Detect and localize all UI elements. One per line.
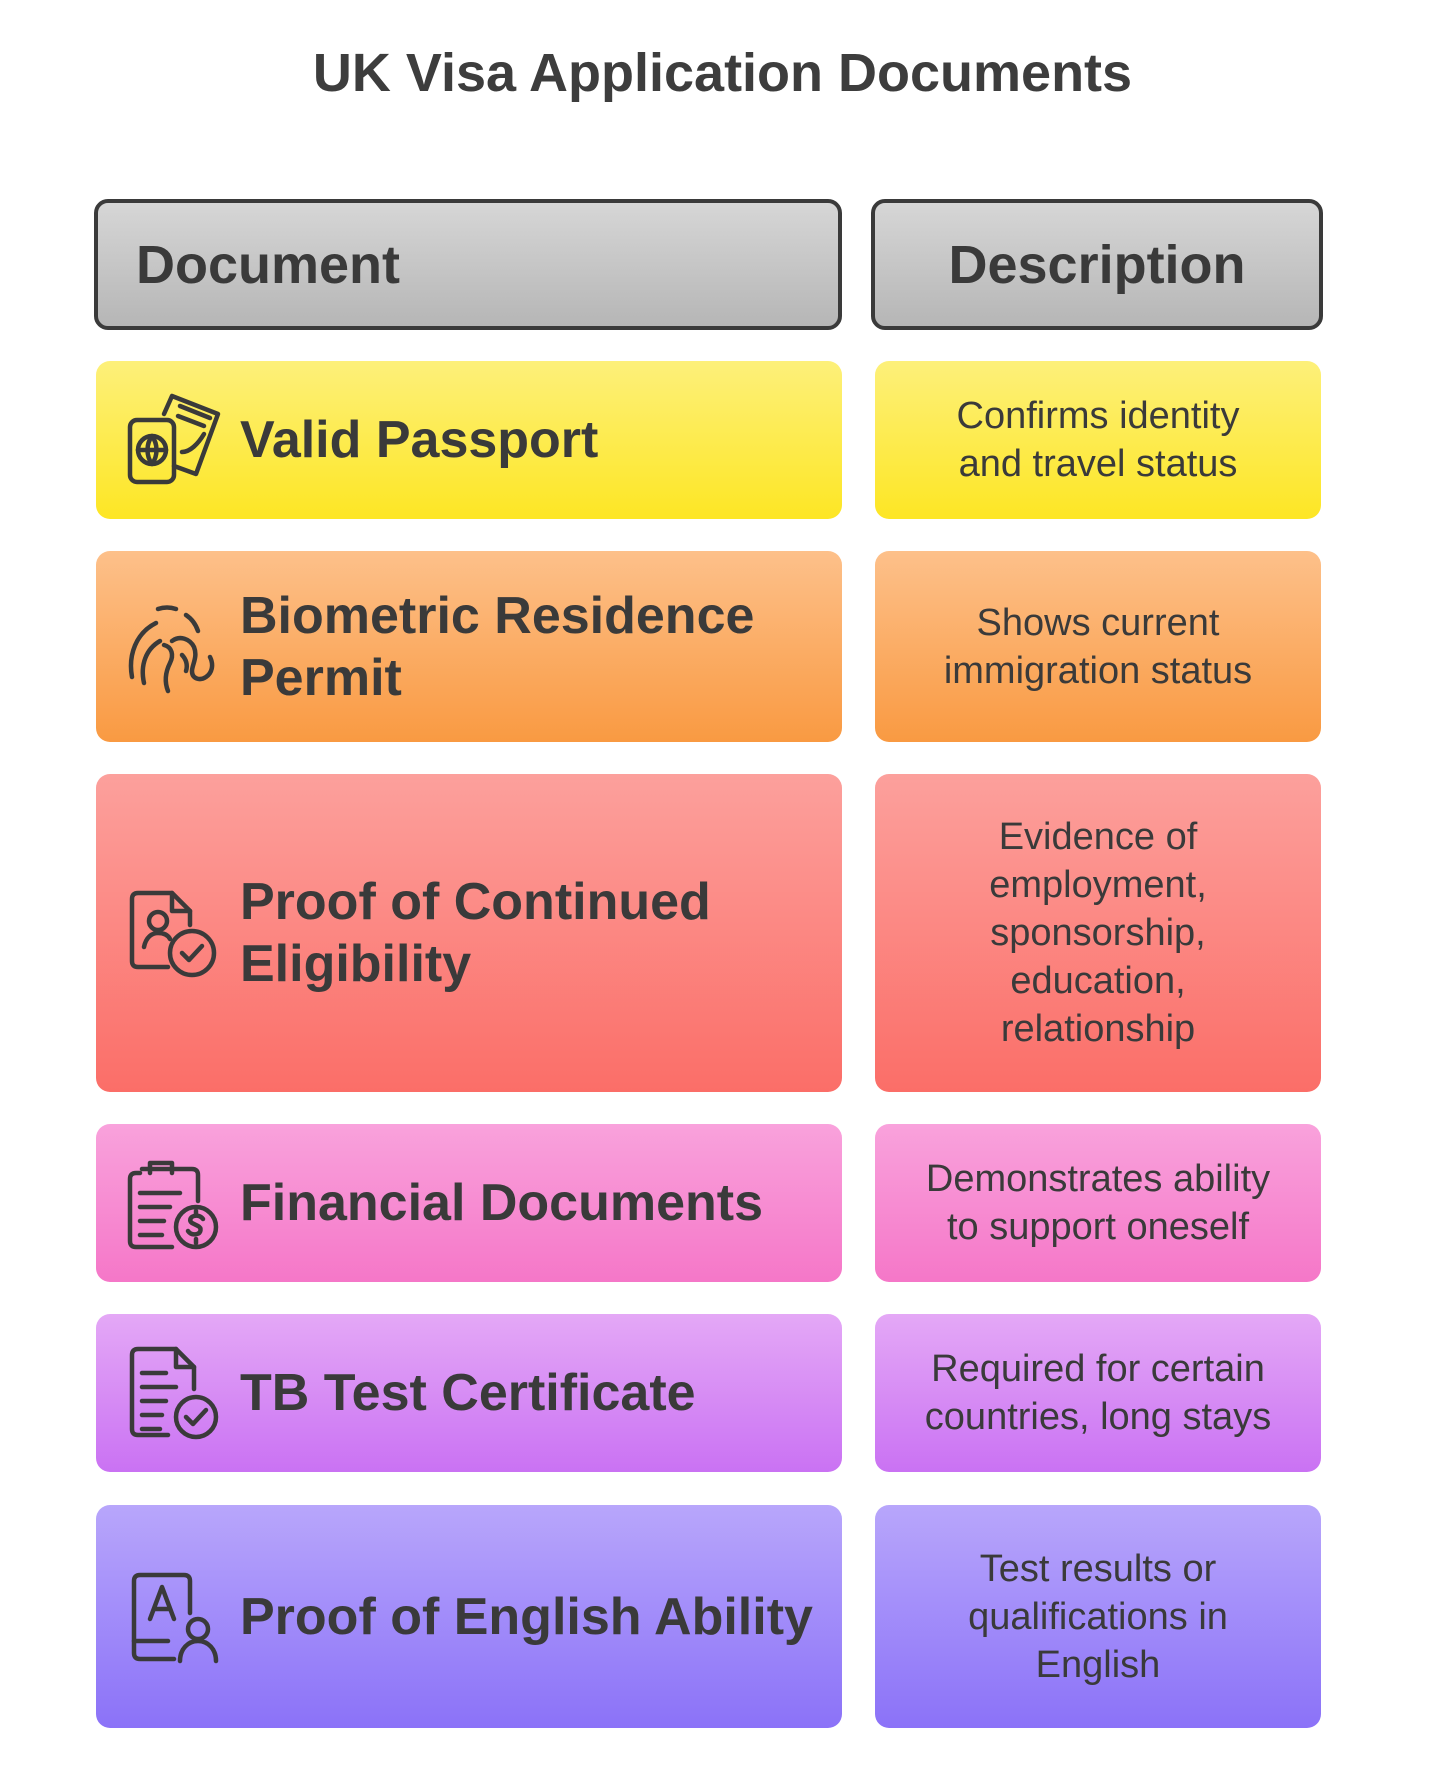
row-proof-of-english-ability [96,1505,842,1728]
header-document: Document [94,199,842,330]
document-label: Proof of English Ability [240,1587,813,1646]
document-label: Biometric Residence Permit [240,586,755,707]
fingerprint-hand-icon [124,597,224,697]
row-proof-of-english-ability-description [875,1505,1321,1728]
user-document-check-icon [124,883,224,983]
row-biometric-residence-permit [96,551,842,742]
description-text: Evidence of employment, sponsorship, education, relationship [989,816,1207,1050]
description-text: Test results or qualifications in English [968,1547,1228,1686]
row-valid-passport [96,361,842,519]
row-biometric-residence-permit-description [875,551,1321,742]
description-text: Shows current immigration status [943,601,1253,692]
row-proof-of-continued-eligibility [96,774,842,1092]
row-valid-passport-description [875,361,1321,519]
row-financial-documents-description [875,1124,1321,1282]
document-label: TB Test Certificate [240,1364,696,1422]
row-tb-test-certificate-description [875,1314,1321,1472]
row-financial-documents [96,1124,842,1282]
row-proof-of-continued-eligibility-description [875,774,1321,1092]
passport-icon [124,390,224,490]
header-description: Description [871,199,1323,330]
document-label: Financial Documents [240,1174,763,1232]
document-check-icon [124,1343,224,1443]
page-title: UK Visa Application Documents [312,43,1133,103]
document-label: Valid Passport [240,411,599,469]
clipboard-dollar-icon [124,1153,224,1253]
document-label: Proof of Continued Eligibility [240,873,711,993]
description-text: Demonstrates ability to support oneself [925,1158,1271,1248]
language-user-icon [124,1567,224,1667]
row-tb-test-certificate [96,1314,842,1472]
description-text: Confirms identity and travel status [956,395,1240,485]
description-text: Required for certain countries, long stays [924,1348,1272,1438]
